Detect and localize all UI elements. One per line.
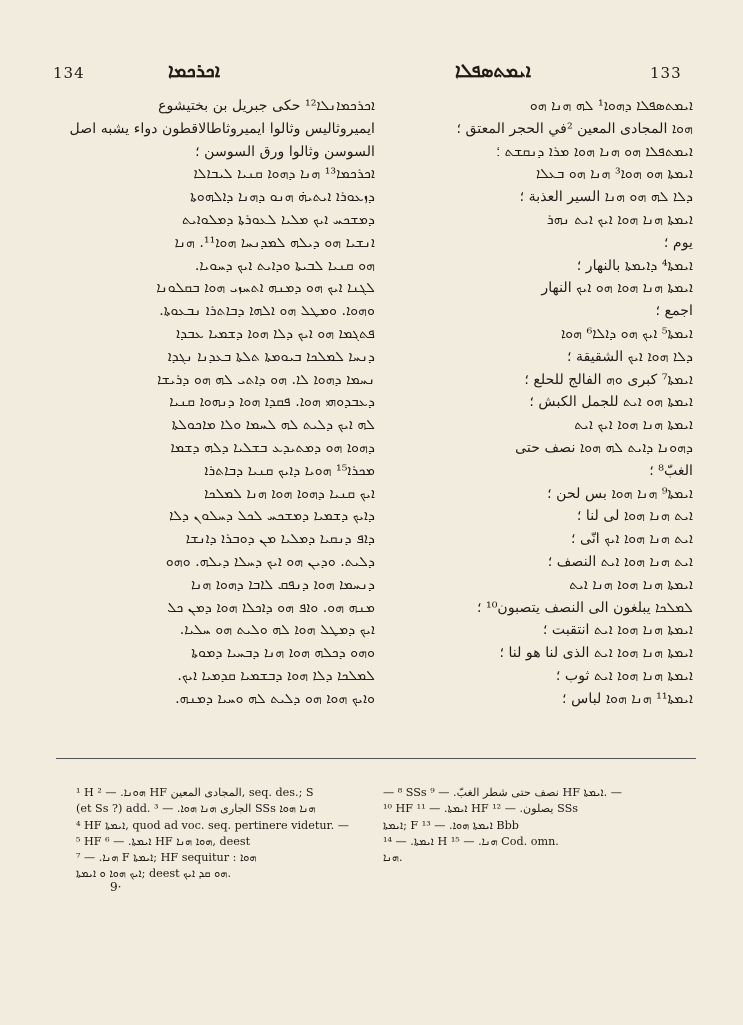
- text-line: ܐܟܪܟܡܐܢܠܐ¹² حكى جبريل بن بختيشوع: [158, 98, 375, 114]
- text-line: ܕܐܦ ܕܢܩܝܐ ܕܡܠܝܐ ܡܢ ܕܘܒܪܐ ܕܐܢܫܐ: [185, 531, 375, 548]
- text-line: اجمع ؛: [655, 303, 693, 320]
- text-line: ܠܡܠܟܐ يبلغون الى النصف يتصبون¹⁰ ؛: [477, 599, 693, 616]
- footnote-line: — ⁸ SSs نصف حتى شطر الغبّ. — ⁹ HF ܐܝܡܬܐ. —: [383, 786, 622, 799]
- text-line: ܢܚܡܐ ܕܗܘܐ ܠܐ. ܗܘ ܕܐܬܝ ܠܗ ܗܘ ܕܪܝܫܐ: [157, 371, 375, 388]
- text-line: ܐܝܡܬܐ ܗܢܐ ܗܘܐ ܐܝܟ ܐܝܬ: [574, 417, 693, 434]
- text-line: ܐܝܡܬܦܠܐ ܗܘ ܗܢܐ ܗܘܐ ܡܪܐ ܕܢܩܫܬ ؛: [496, 143, 693, 160]
- text-line: ܠܓܢܐ ܐܝܟ ܗܘ ܕܡܢܗ ܐܬܚܙܝ ܗܘܐ ܒܩܠܘܢܐ: [156, 280, 375, 297]
- text-line: ܕܠܐ ܗܘܐ ܐܝܟ الشقيقة ؛: [566, 348, 693, 365]
- footnote-line: ܐܝܡܬܐ; F ܐܝܡܬܐ ܗܘܐ. — ¹³ Bbb: [383, 818, 519, 832]
- text-line: ܐܝܡܬܐ⁷ كبرى ܘܗ الفالج للحلع ؛: [524, 371, 693, 388]
- text-line: ܕܡܫܟܚ ܐܝܟ ܡܠܝܐ ܠܥܘܪܬܐ ܕܡܠܘܐܝܬ: [182, 211, 375, 228]
- text-line: ܐܝܡܬܐ⁵ ܐܝܟ ܗܘ ܕܐܠܐ⁶ ܗܘܐ: [561, 325, 693, 342]
- footnote-line: ⁴ HF ܐܝܡܬܐ, quod ad voc. seq. pertinere videtur. —: [76, 818, 349, 832]
- text-line: ܘܗܘܐ. ܘܡܛܠ ܗܘ ܐܠܗܐ ܕܒܐܬܪܐ ܢܒܥܘܬܐ.: [159, 303, 375, 320]
- text-line: ܕܐܝܟ ܕܫܡܝܐ ܕܡܫܟܚ ܠܟܠ ܕܚܠܘܢ ܕܠܐ: [169, 508, 375, 525]
- text-line: ܕܠܝܬ. ܘܕܝܢ ܗܘ ܐܝܟ ܕܚܠܐ ܕܝܠܗ. ܘܗܘ: [165, 553, 375, 570]
- left-text-column: [53, 95, 375, 711]
- text-line: ܐܝܬ ܗܢܐ ܗܘܐ لى لنا ؛: [576, 508, 693, 525]
- footnote-line: ܐܝܟ ܗܘܐ ܘ ܐܝܡܬܐ; deest ܗܘ ܩܕ ܐܝܟ.: [76, 867, 231, 881]
- text-line: ܠܡܠܟܐ ܕܠܐ ܗܘܐ ܕܒܫܡܝܐ ܩܕܡܝܐ ܐܝܟ.: [177, 667, 375, 684]
- right-footnotes: [383, 785, 698, 866]
- text-line: ܕܢܚܐ ܠܡܠܟܐ ܒܝܘܡܬܐ ܬܠܬܐ ܒܥܕܢܐ ܢܓܕܐ: [167, 348, 375, 365]
- text-line: ܕܙܥܘܪܐ ܐܝܬܝܗ̇ ܗܢܘ ܕܗܢܐ ܕܐܠܗܘܬܐ: [190, 189, 375, 206]
- footnote-rule: [56, 758, 696, 759]
- text-line: ܗܘ ܩܢܝܐ ܠܒܝܬܐ ܘܕܐܝܬ ܐܝܟ ܕܚܘܝܐ.: [194, 257, 375, 274]
- text-line: ܐܢܫܝܐ ܗܘ ܕܝܠܗ ܠܡܕܢܚܐ ܗܘܐ¹¹. ܗܢܐ: [174, 234, 375, 251]
- text-line: ܐܝܡܬܐ ܗܢܐ ܗܘܐ ܗܢܐ ܐܝܬ: [569, 576, 693, 593]
- right-running-head: ܐܝܡܬܣܦܠܐ: [455, 60, 531, 82]
- text-line: ܐܝܡܬܐ ܗܢܐ ܗܘܐ ܐܝܬ ثوب ؛: [555, 667, 693, 684]
- text-line: ܐܝܡܬܣܦܠܐ ܕܗܘܐ¹ ܠܗ ܗܢܐ ܗܘ: [529, 98, 693, 114]
- text-line: ايميروثاليس وثالوا ايميروثاطالاقطون دواء يشبه اصل: [69, 120, 375, 137]
- text-line: ܐܝܟ ܕܡܛܠ ܗܘܐ ܠܗ ܘܠܝܬ ܗܘ ܚܠܝܐ.: [179, 622, 375, 639]
- text-line: ܕܢܚܡܐ ܗܘܐ ܕܢܦܩ ܠܐܒܐ ܕܗܘܐ ܗܢܐ: [190, 576, 375, 593]
- text-line: ܘܐܝܟ ܗܘܐ ܗܘ ܕܠܝܬ ܠܗ ܘܚܝܐ ܕܡܢܗ.: [175, 690, 375, 707]
- text-line: ܐܝܡܬܐ¹¹ ܗܢܐ ܗܘܐ لباس ؛: [562, 690, 693, 707]
- text-line: الغبّ⁸ ؛: [649, 462, 693, 479]
- signature-mark: 9·: [110, 880, 122, 894]
- text-line: يوم ؛: [663, 234, 693, 251]
- text-line: ܕܥܒܕܘܗܝ ܗܘܐ. ܦܩܕܐ ܗܘܐ ܕܢܗܘܐ ܩܢܝܐ: [169, 394, 375, 411]
- text-line: ܐܟܪܟܡܐ¹³ ܗܢܐ ܕܗܘܐ ܩܢܝܐ ܠܝܒܐܠܐ: [193, 166, 375, 183]
- text-line: ܐܝܟ ܩܢܝܐ ܕܗܘܐ ܗܘܐ ܗܢܐ ܠܡܠܟܐ: [204, 485, 375, 502]
- footnote-line: (et Ss ?) add. الجارى ܗܢܐ ܗܘܐ. — ³ SSs ܗܢܐ ܗܘܐ: [76, 802, 316, 816]
- left-footnotes: [76, 785, 376, 883]
- footnote-line: ܐܝܡܬܐ. — ¹⁴ H ܗܢܐ. — ¹⁵ Cod. omn.: [383, 834, 559, 848]
- left-running-head: ܐܟܪܟܡܐ: [168, 60, 221, 82]
- text-line: ܕܗܘܐ ܗܘ ܕܡܬܝܕܥ ܒܫܠܝܐ ܕܠܗ ܕܫܡܐ: [170, 439, 375, 456]
- text-line: ܐܝܡܬܐ⁹ ܗܢܐ ܗܘܐ بس لحن ؛: [547, 485, 693, 502]
- text-line: ܐܝܬ ܗܢܐ ܗܘܐ ܐܝܬ النصف ؛: [547, 553, 693, 570]
- text-line: ܡܟܪܐ¹⁵ ܗܘܝܐ ܕܐܝܟ ܩܢܝܐ ܕܒܐܬܪܐ: [204, 462, 375, 479]
- text-line: ܐܝܡܬܐ ܗܢܐ ܗܘܐ ܐܝܬ انتقبت ؛: [542, 622, 693, 639]
- text-line: ܘܗܘ ܕܟܠܗ ܗܘܐ ܗܢܐ ܕܒܚܝܐ ܕܡܘܬܐ: [191, 645, 375, 662]
- right-text-column: [383, 95, 693, 711]
- text-line: ܐܝܬ ܗܢܐ ܗܘܐ ܐܝܟ انّى ؛: [570, 531, 693, 548]
- text-line: ܠܗ ܐܝܟ ܕܠܝܬ ܠܗ ܠܚܡܐ ܘܠܐ ܡܐܟܘܠܬܐ: [171, 417, 375, 434]
- text-line: ܐܝܡܬܐ ܗܘ ܗܘܐ³ ܗܢܐ ܗܘ ܒܥܠܐ: [536, 166, 693, 183]
- text-line: ܕܗܘܢܐ ܕܐܝܬ ܠܗ ܗܘܐ نصف حتى: [515, 439, 693, 456]
- left-page-number: 134: [53, 64, 85, 82]
- footnote-line: ܗܢܐ. — ⁷ F ܐܝܡܬܐ; HF sequitur : ܗܘܐ: [76, 851, 257, 865]
- text-line: ܐܝܡܬܐ ܗܢܐ ܗܘܐ ܗܘ ܐܝܟ النهار: [541, 280, 693, 297]
- text-line: ܗܘܐ المجادى المعين ²في الحجر المعتق ؛: [456, 120, 693, 137]
- text-line: ܕܠܐ ܠܗ ܗܘ ܗܢܐ السير العذبة ؛: [519, 189, 693, 206]
- text-line: ܐܝܡܬܐ ܗܘ ܐܝܬ للجمل الكبش ؛: [529, 394, 693, 411]
- footnote-line: ⁵ HF ܐܝܡܬܐ. — ⁶ HF ܗܘܐ ܗܢܐ, deest: [76, 834, 251, 848]
- footnote-line: ¹⁰ HF ܐܝܡܬܐ. — ¹¹ HF يصلون. — ¹² SSs: [383, 802, 578, 816]
- text-line: السوسن وثالوا ورق السوسن ؛: [195, 143, 375, 160]
- text-line: ܦܬܓܡܐ ܗܘ ܐܝܟ ܕܠܐ ܗܘܐ ܕܫܡܝܐ ܥܒܕܐ: [176, 325, 375, 342]
- text-line: ܐܝܡܬܐ ܗܢܐ ܗܘܐ ܐܝܬ الذى لنا هو لنا ؛: [499, 645, 693, 662]
- text-line: ܡܢܗ ܗܘ. ܘܐܦ ܗܘ ܕܐܟܠܐ ܗܘܐ ܕܡܢ ܟܠ: [167, 599, 375, 616]
- text-line: ܐܝܡܬܐ ܗܢܐ ܗܘܐ ܐܝܟ ܐܝܬ ܢܗܪ: [546, 211, 693, 228]
- footnote-line: ¹ H ܗܘܢܐ. — ² HF المجادى المعين, seq. des.; S: [76, 786, 314, 799]
- right-page-number: 133: [650, 64, 682, 82]
- footnote-line: ܗܢܐ.: [383, 851, 403, 865]
- text-line: ܐܝܡܬܐ⁴ ܕܐܝܡܬܐ بالنهار ؛: [576, 257, 693, 274]
